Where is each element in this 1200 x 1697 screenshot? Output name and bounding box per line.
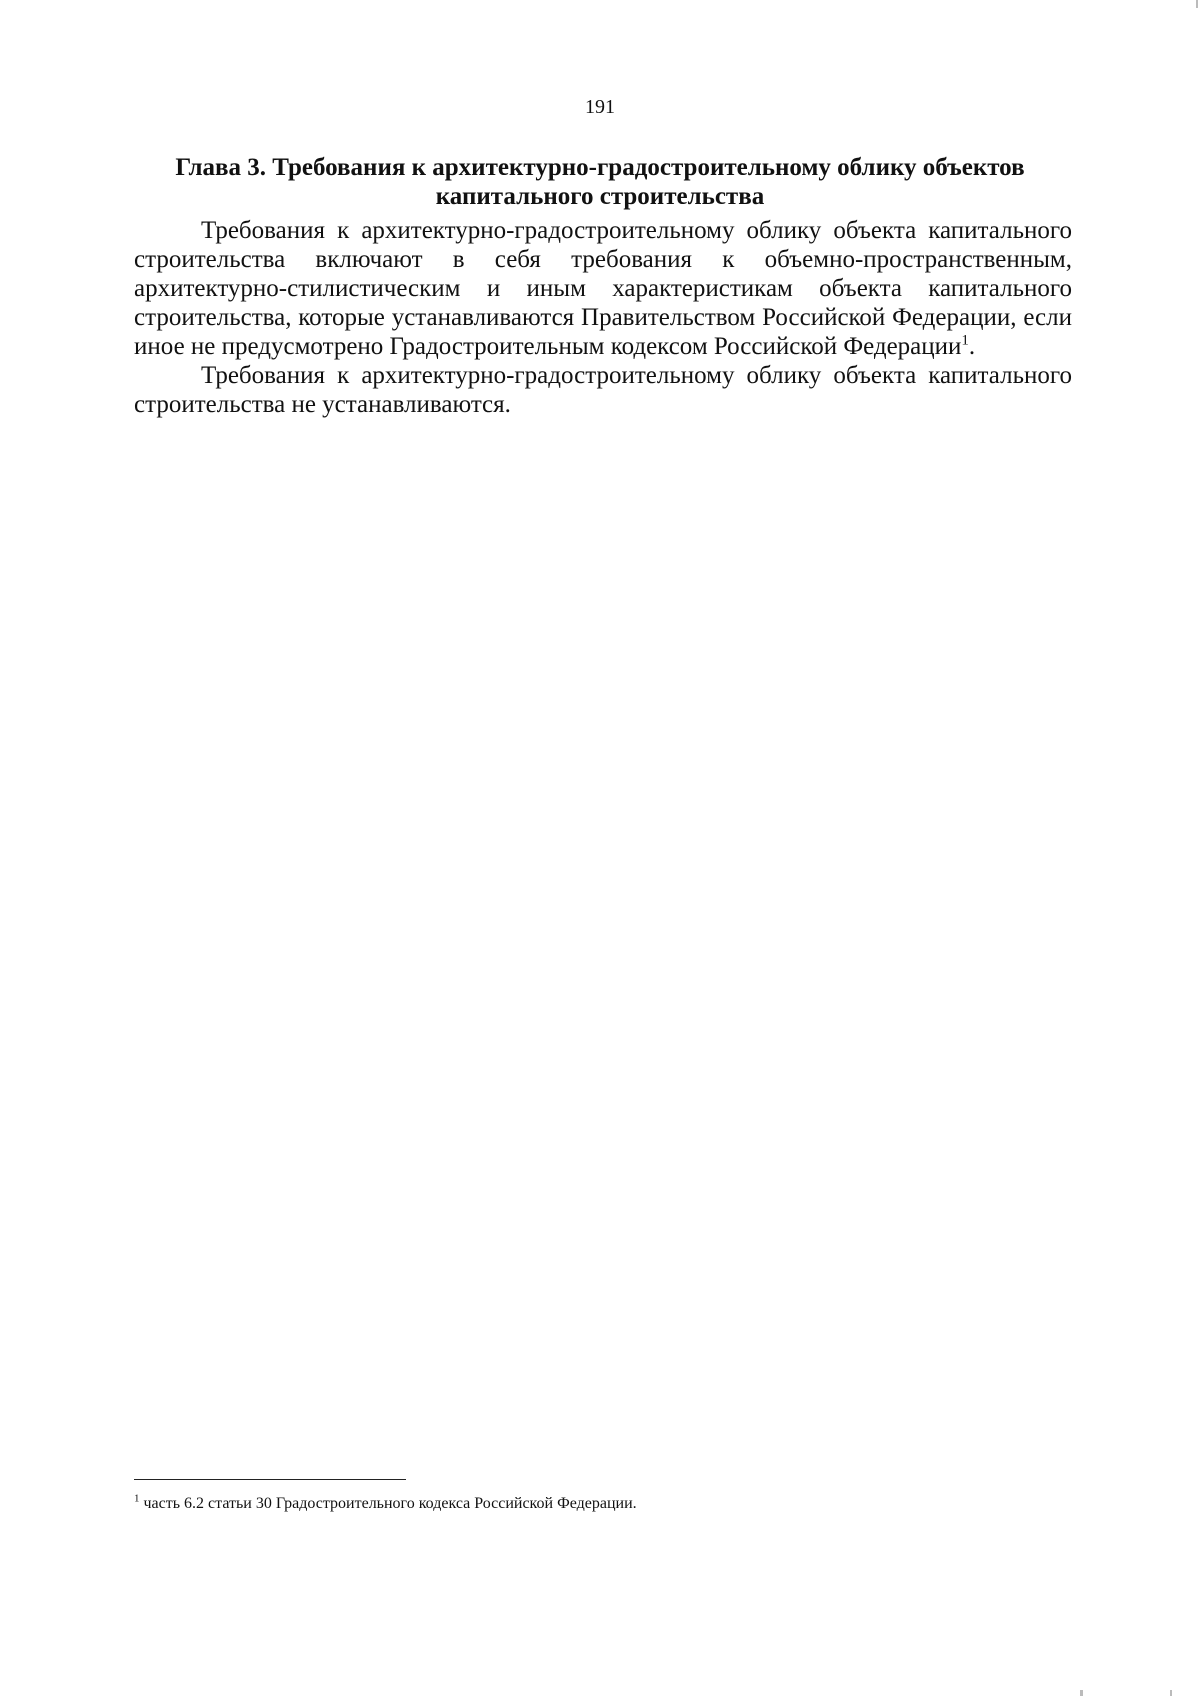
paragraph-requirements-not-set: Требования к архитектурно-градостроительному облику объекта капитального строительства не устанавливаются. (134, 362, 1072, 418)
paragraph-tail: . (968, 333, 976, 360)
chapter-title: Глава 3. Требования к архитектурно-градостроительному облику объектов капитального строительства (175, 154, 1025, 210)
scan-artifact (1196, 0, 1198, 8)
page-number: 191 (585, 96, 615, 118)
footnote-reference[interactable]: 1 (961, 332, 969, 349)
paragraph-requirements-scope (134, 216, 1072, 361)
scan-artifact (1080, 1690, 1083, 1696)
footnote-text: часть 6.2 статьи 30 Градостроительного кодекса Российской Федерации. (143, 1495, 637, 1512)
body-text (134, 216, 1072, 419)
footnote (134, 1494, 1034, 1514)
paragraph-text: Требования к архитектурно-градостроительному облику объекта капитального строительства включают в себя требования к объемно-пространственным, архитектурно-стилистическим и иным характеристикам объекта капитального строительства, которые устанавливаются Правительством Российской Федерации, если иное не предусмотрено Градостроительным кодексом Российской Федерации (134, 217, 1072, 360)
footnote-marker: 1 (134, 1492, 140, 1505)
footnote-separator (134, 1479, 406, 1480)
scan-artifact (1170, 1690, 1172, 1696)
